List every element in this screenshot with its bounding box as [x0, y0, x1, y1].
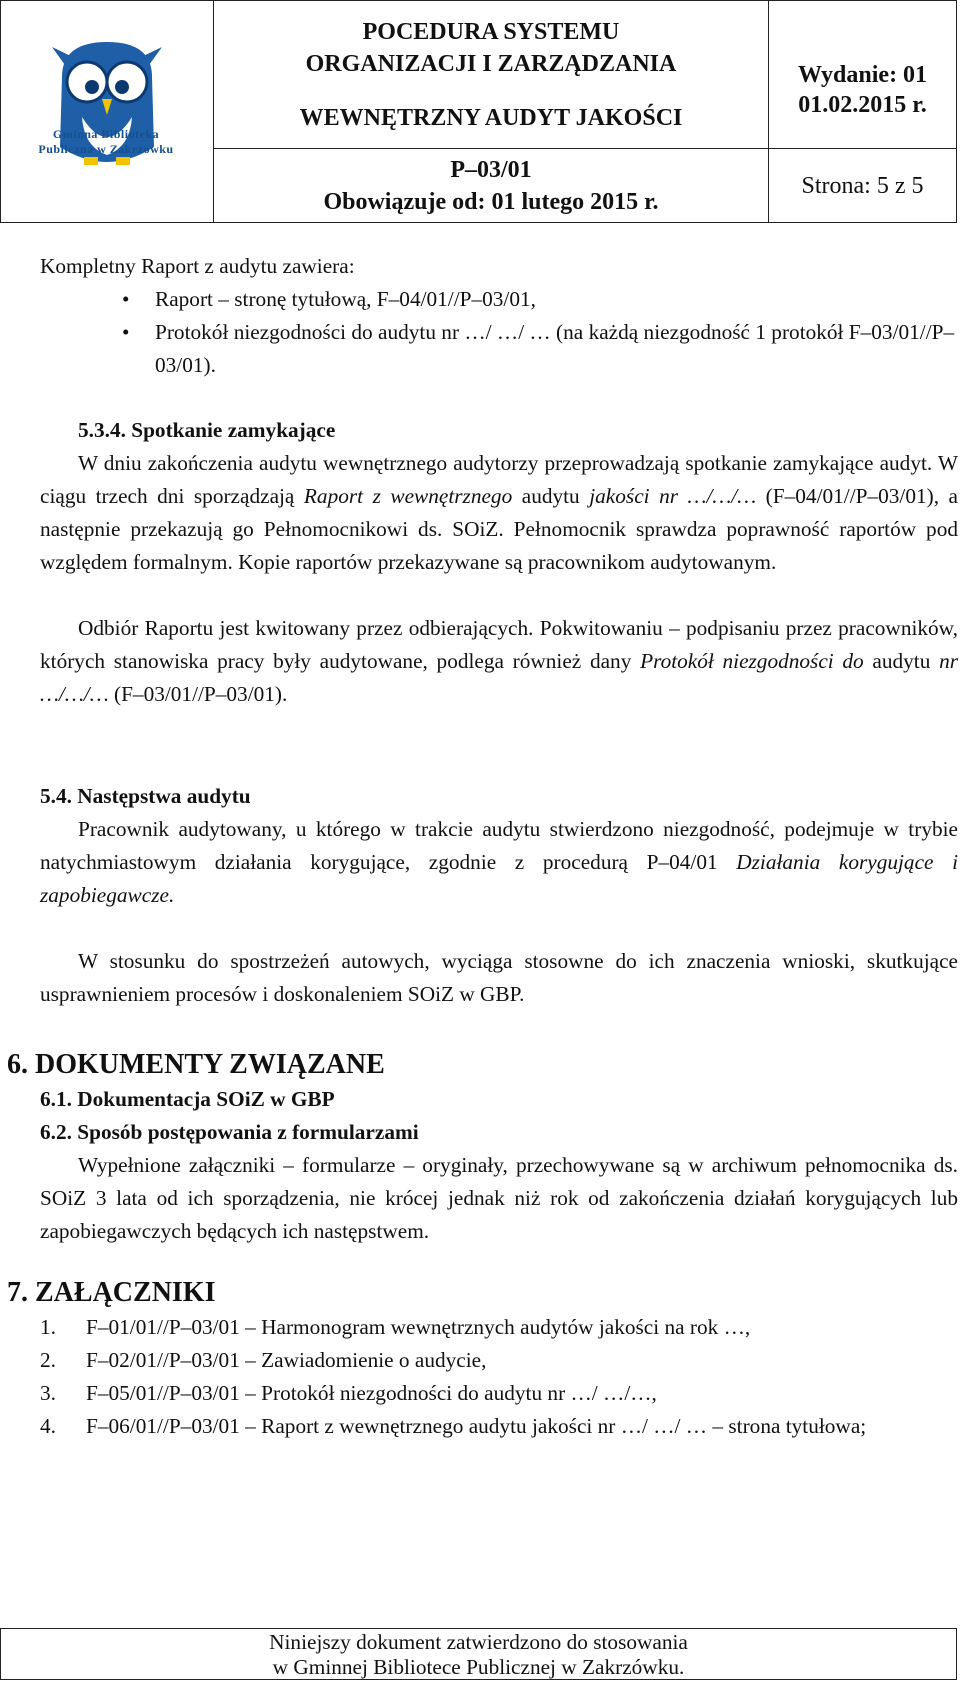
text-run-italic: Raport z wewnętrznego — [303, 484, 513, 508]
paragraph — [40, 612, 958, 711]
title-line-1: POCEDURA SYSTEMU — [362, 18, 620, 45]
text-run-italic: nr …/…/… — [40, 649, 958, 706]
procedure-code-cell — [214, 149, 769, 223]
section-heading: 5.3.4. Spotkanie zamykające — [78, 418, 336, 442]
edition-cell — [769, 1, 957, 149]
section-heading: 6. DOKUMENTY ZWIĄZANE — [7, 1049, 385, 1080]
list-item — [40, 1410, 958, 1443]
text-run: W dniu zakończenia audytu wewnętrznego audytorzy przeprowadzają spotkanie zamykające audyt. W ciągu trzech dni sporządzają — [40, 451, 958, 508]
text-run: audytu — [863, 649, 940, 673]
procedure-code: P–03/01 — [450, 156, 532, 183]
page-number: Strona: 5 z 5 — [769, 149, 957, 223]
text-run: Pracownik audytowany, u którego w trakcie audytu stwierdzono niezgodność, podejmuje w trybie natychmiastowym działania korygujące, zgodnie z procedurą P–04/01 — [40, 817, 958, 874]
paragraph: Wypełnione załączniki – formularze – oryginały, przechowywane są w archiwum pełnomocnika ds. SOiZ 3 lata od ich sporządzenia, nie krócej jednak niż rok od zakończenia działań korygujących lub zapobiegawczych będących ich następstwem. — [40, 1153, 958, 1243]
text-run: (F–03/01//P–03/01). — [108, 682, 288, 706]
effective-date: Obowiązuje od: 01 lutego 2015 r. — [323, 188, 659, 215]
list-text: F–02/01//P–03/01 – Zawiadomienie o audycie, — [86, 1348, 487, 1372]
logo-caption — [20, 127, 192, 157]
logo-line-2: Publiczna w Zakrzówku — [38, 142, 174, 156]
edition: Wydanie: 01 — [797, 61, 928, 88]
section-6 — [7, 1047, 958, 1248]
section-7 — [7, 1275, 958, 1443]
library-logo-cell — [1, 1, 214, 223]
title-line-2: ORGANIZACJI I ZARZĄDZANIA — [305, 50, 677, 77]
logo-line-1: Gminna Biblioteka — [52, 127, 160, 141]
paragraph — [40, 447, 958, 579]
list-text: F–01/01//P–03/01 – Harmonogram wewnętrznych audytów jakości na rok …, — [86, 1315, 751, 1339]
text-run: Odbiór Raportu jest kwitowany przez odbierających. Pokwitowaniu – podpisaniu przez pracowników, których stanowiska pracy były audytowane, podlega również dany — [40, 616, 958, 673]
text-run: (F–04/01//P–03/01), a następnie przekazują go Pełnomocnikowi ds. SOiZ. Pełnomocnik sprawdza poprawność raportów pod względem formalnym. Kopie raportów przekazywane są pracownikom audytowanym. — [40, 484, 958, 574]
edition-date: 01.02.2015 r. — [798, 91, 927, 118]
attachments-list — [40, 1311, 958, 1443]
text-run: audytu — [512, 484, 590, 508]
paragraph: W stosunku do spostrzeżeń autowych, wyciąga stosowne do ich znaczenia wnioski, skutkujące usprawnieniem procesów i doskonaleniem SOiZ w GBP. — [40, 949, 958, 1006]
list-item — [40, 1377, 958, 1410]
report-intro-block — [40, 250, 958, 382]
text-run-italic: Protokół niezgodności do — [640, 649, 864, 673]
list-number: 4. — [40, 1414, 56, 1438]
report-contents-list — [40, 283, 958, 382]
list-item — [40, 1311, 958, 1344]
list-number: 3. — [40, 1381, 56, 1405]
section-5-4 — [40, 780, 958, 1011]
paragraph — [40, 813, 958, 912]
list-number: 1. — [40, 1315, 56, 1339]
section-heading: 7. ZAŁĄCZNIKI — [7, 1277, 216, 1308]
footer-line-2: w Gminnej Bibliotece Publicznej w Zakrzówku. — [272, 1655, 685, 1679]
list-text: F–05/01//P–03/01 – Protokół niezgodności do audytu nr …/ …/…, — [86, 1381, 657, 1405]
text-run-italic: jakości nr …/…/… — [589, 484, 757, 508]
list-text: F–06/01//P–03/01 – Raport z wewnętrznego audytu jakości nr …/ …/ … – strona tytułowa; — [86, 1414, 867, 1438]
section-heading: 5.4. Następstwa audytu — [40, 784, 251, 808]
title-line-3: WEWNĘTRZNY AUDYT JAKOŚCI — [299, 104, 683, 131]
section-5-3-4 — [40, 414, 958, 711]
text-run-italic: Działania korygujące i zapobiegawcze. — [40, 850, 959, 907]
section-heading: 6.2. Sposób postępowania z formularzami — [40, 1120, 419, 1144]
owl-logo-icon — [42, 37, 172, 187]
list-number: 2. — [40, 1348, 56, 1372]
footer-line-1: Niniejszy dokument zatwierdzono do stosowania — [269, 1630, 688, 1654]
section-heading: 6.1. Dokumentacja SOiZ w GBP — [40, 1087, 335, 1111]
document-footer — [0, 1628, 957, 1680]
report-intro: Kompletny Raport z audytu zawiera: — [40, 254, 355, 278]
list-item: • Protokół niezgodności do audytu nr …/ …/ … (na każdą niezgodność 1 protokół F–03/01//P–03/01). — [40, 316, 958, 382]
procedure-title — [214, 1, 769, 149]
list-item — [40, 1344, 958, 1377]
list-item: • Raport – stronę tytułową, F–04/01//P–03/01, — [40, 283, 958, 316]
document-header — [0, 0, 957, 223]
